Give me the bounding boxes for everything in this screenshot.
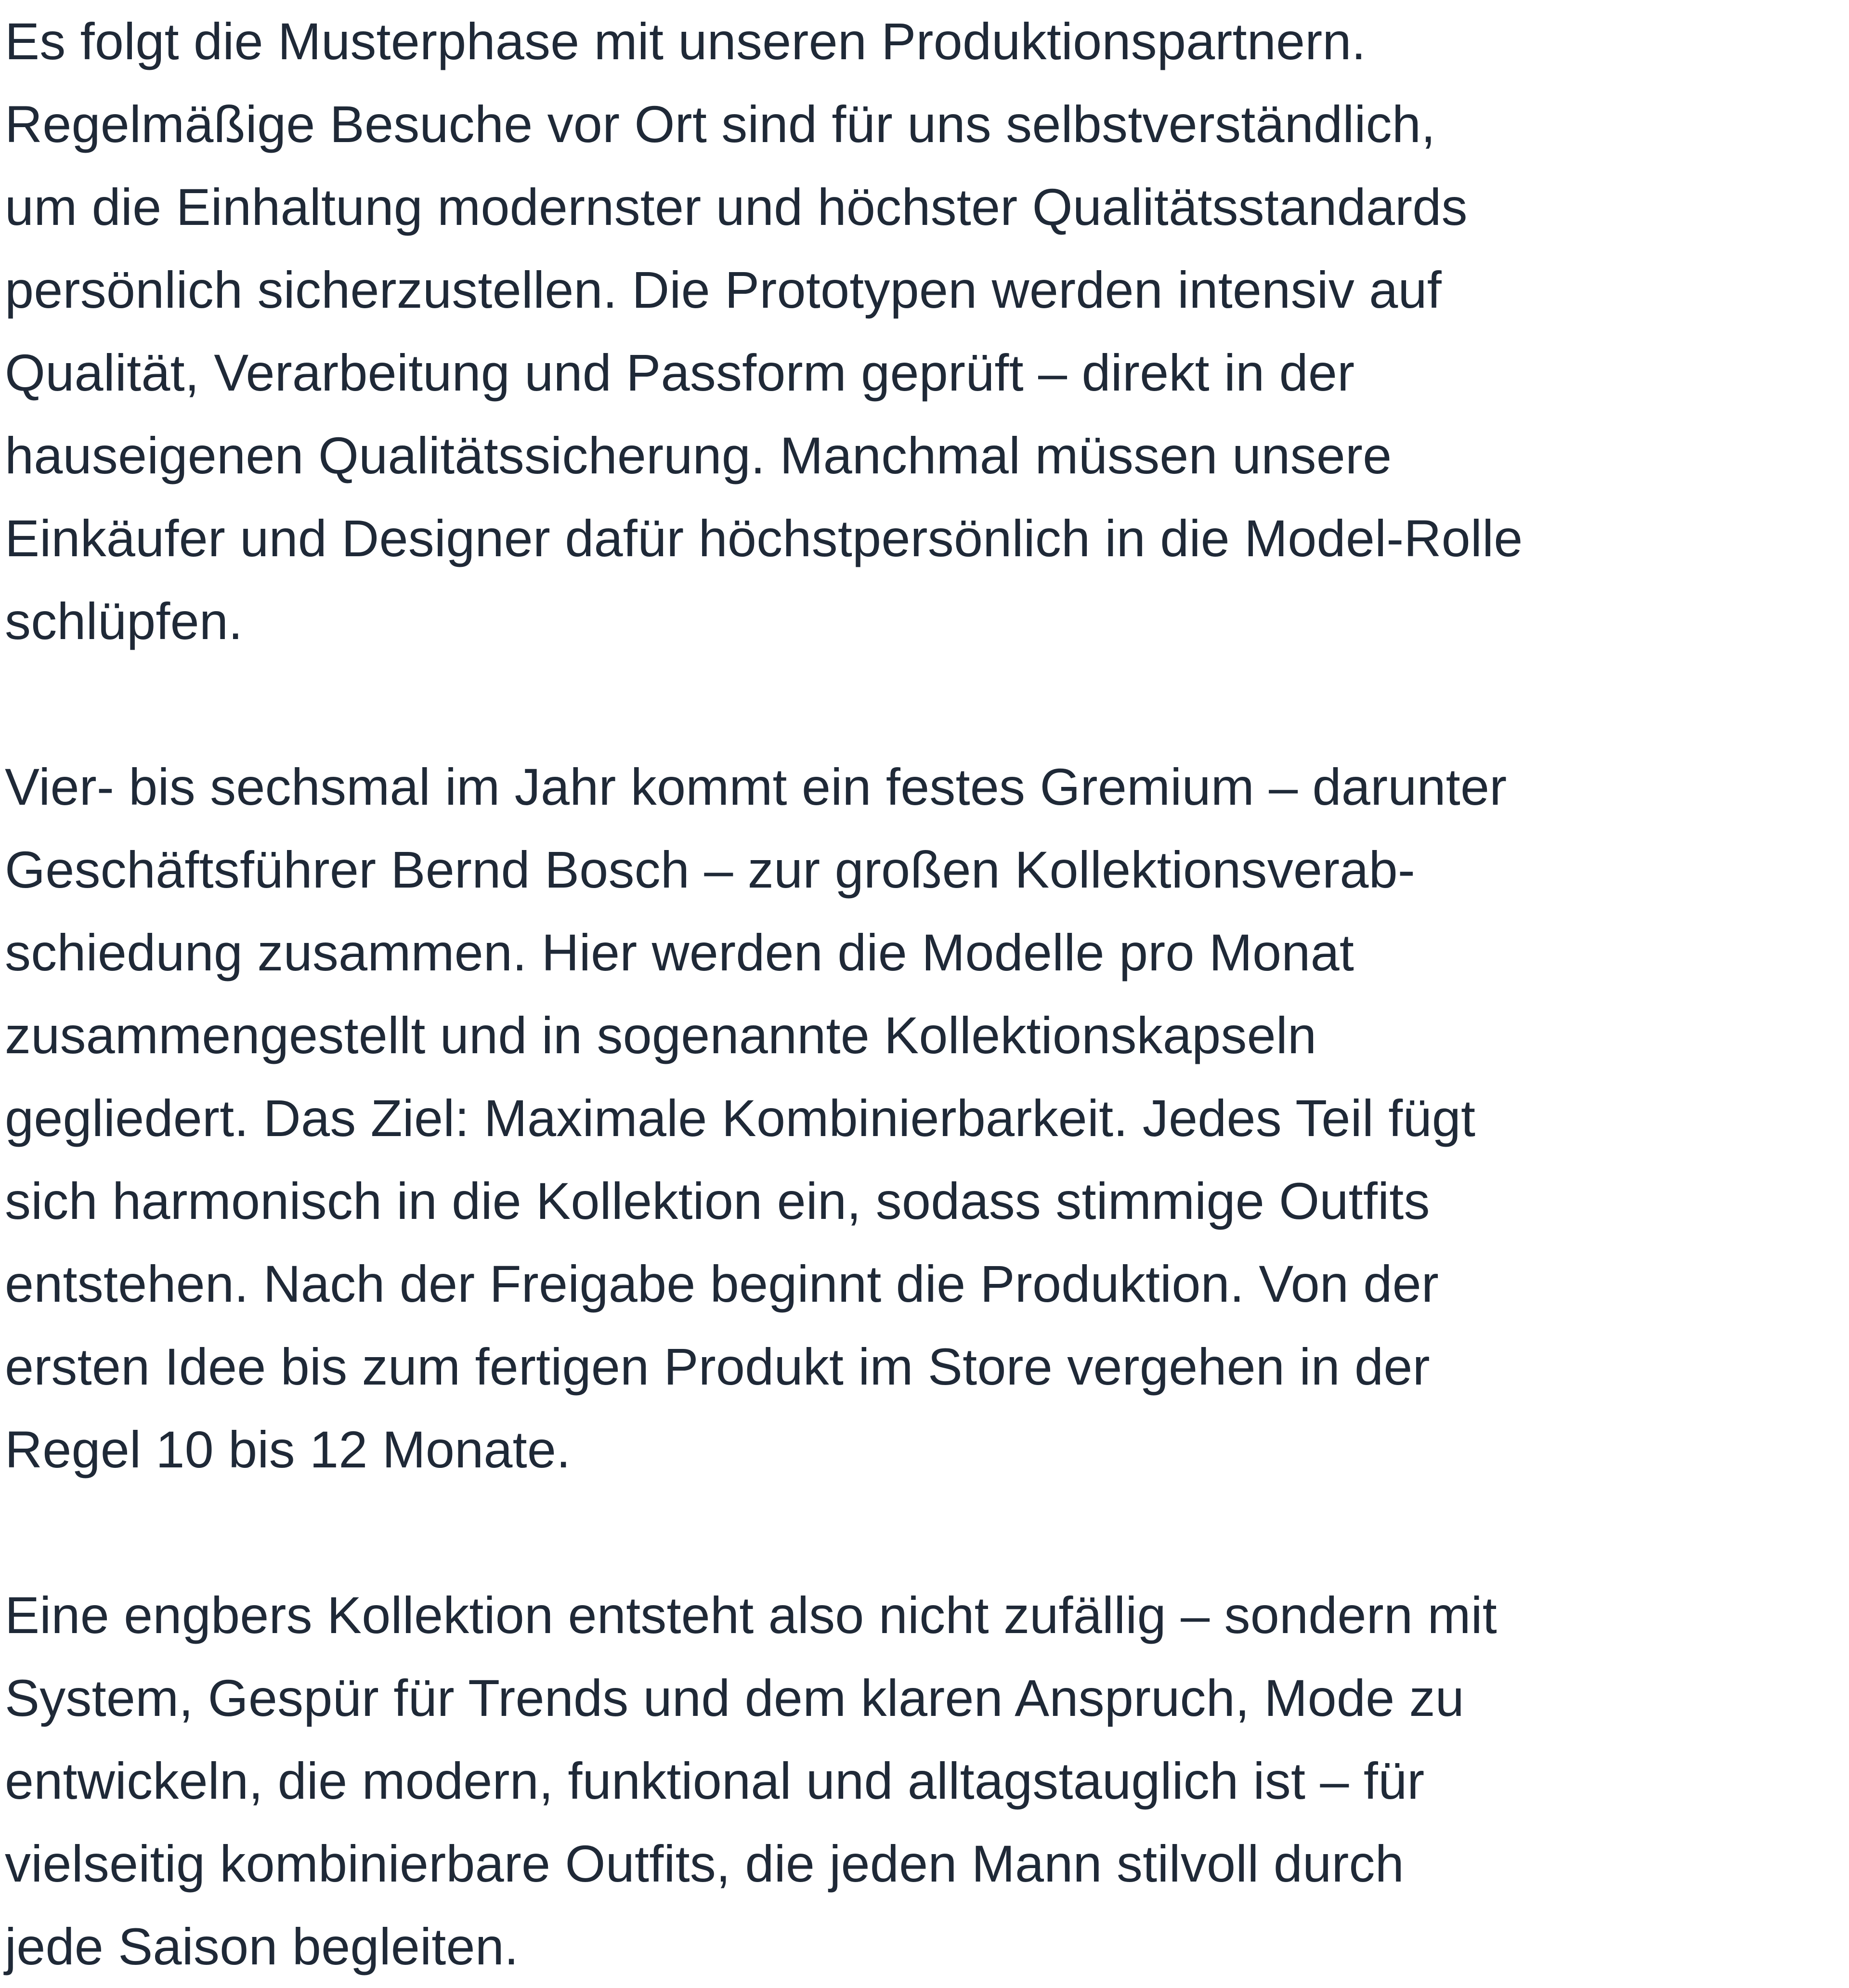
paragraph-fazit [5,1574,1844,1988]
text-line: Einkäufer und Designer dafür höchstpersönlich in die Model-Rolle [5,509,1523,567]
text-line: entwickeln, die modern, funktional und alltagstauglich ist – für [5,1752,1425,1810]
text-line: sich harmonisch in die Kollektion ein, sodass stimmige Outfits [5,1172,1430,1230]
text-line: persönlich sicherzustellen. Die Prototypen werden intensiv auf [5,261,1442,319]
text-line: Geschäftsführer Bernd Bosch – zur großen Kollektionsverab- [5,840,1416,899]
text-line: Vier- bis sechsmal im Jahr kommt ein festes Gremium – darunter [5,758,1507,816]
text-line: System, Gespür für Trends und dem klaren Anspruch, Mode zu [5,1669,1465,1727]
text-line: Regel 10 bis 12 Monate. [5,1420,571,1478]
paragraph-musterphase [5,0,1844,663]
text-line: hauseigenen Qualitätssicherung. Manchmal müssen unsere [5,426,1392,484]
text-line: vielseitig kombinierbare Outfits, die jeden Mann stilvoll durch [5,1834,1404,1893]
text-line: schiedung zusammen. Hier werden die Modelle pro Monat [5,923,1354,981]
text-line: ersten Idee bis zum fertigen Produkt im Store vergehen in der [5,1337,1430,1396]
paragraph-kollektionsverabschiedung [5,746,1844,1491]
text-line: um die Einhaltung modernster und höchster Qualitätsstandards [5,178,1468,236]
article-body [5,0,1844,1988]
text-line: Qualität, Verarbeitung und Passform geprüft – direkt in der [5,343,1355,402]
paragraph-spacer [5,663,1844,746]
paragraph-spacer [5,1491,1844,1574]
text-line: zusammengestellt und in sogenannte Kollektionskapseln [5,1006,1317,1064]
text-line: Es folgt die Musterphase mit unseren Produktionspartnern. [5,12,1366,70]
text-line: schlüpfen. [5,592,243,650]
text-line: entstehen. Nach der Freigabe beginnt die Produktion. Von der [5,1255,1439,1313]
text-line: Regelmäßige Besuche vor Ort sind für uns selbstverständlich, [5,95,1436,153]
text-line: gegliedert. Das Ziel: Maximale Kombinierbarkeit. Jedes Teil fügt [5,1089,1476,1147]
text-line: jede Saison begleiten. [5,1917,519,1975]
text-line: Eine engbers Kollektion entsteht also nicht zufällig – sondern mit [5,1586,1497,1644]
